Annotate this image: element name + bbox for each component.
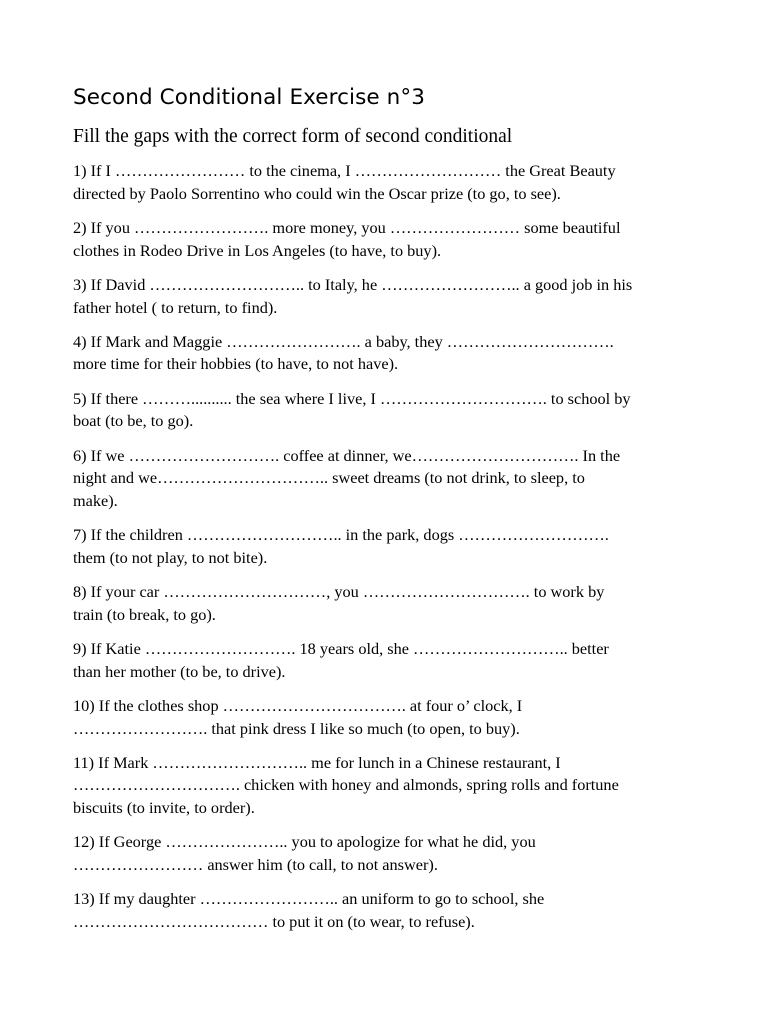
- exercise-line: than her mother (to be, to drive).: [73, 661, 286, 681]
- exercise-line: train (to break, to go).: [73, 604, 216, 624]
- exercise-line: 10) If the clothes shop ……………………………. at four o’ clock, I: [73, 695, 523, 715]
- exercise-line: 8) If your car …………………………, you …………………………. to work by: [73, 582, 605, 602]
- exercise-line: night and we………………………….. sweet dreams (to not drink, to sleep, to: [73, 468, 585, 488]
- exercise-line: clothes in Rodeo Drive in Los Angeles (to have, to buy).: [73, 240, 442, 260]
- exercise-line: 4) If Mark and Maggie ……………………. a baby, they ………………………….: [73, 331, 614, 351]
- exercise-item: [73, 752, 703, 820]
- exercise-item: [73, 695, 703, 740]
- exercise-line: ……………………. that pink dress I like so much (to open, to buy).: [73, 718, 520, 738]
- exercise-item: [73, 445, 703, 513]
- instructions: Fill the gaps with the correct form of second conditional: [73, 126, 513, 147]
- exercise-line: make).: [73, 490, 118, 510]
- exercise-line: 12) If George ………………….. you to apologize for what he did, you: [73, 832, 536, 852]
- exercise-line: directed by Paolo Sorrentino who could win the Oscar prize (to go, to see).: [73, 183, 561, 203]
- exercise-item: [73, 388, 703, 433]
- exercise-line: father hotel ( to return, to find).: [73, 297, 278, 317]
- exercise-item: [73, 831, 703, 876]
- exercise-line: boat (to be, to go).: [73, 411, 194, 431]
- exercise-item: [73, 888, 703, 933]
- exercise-item: [73, 217, 703, 262]
- exercise-item: [73, 581, 703, 626]
- exercise-line: 11) If Mark ……………………….. me for lunch in a Chinese restaurant, I: [73, 752, 561, 772]
- exercise-line: 9) If Katie ………………………. 18 years old, she ……………………….. better: [73, 638, 609, 658]
- exercise-item: [73, 524, 703, 569]
- page-title: Second Conditional Exercise n°3: [73, 85, 425, 110]
- exercise-line: 2) If you ……………………. more money, you …………………… some beautiful: [73, 217, 621, 237]
- exercise-list: [73, 160, 703, 934]
- exercise-line: …………………………. chicken with honey and almonds, spring rolls and fortune: [73, 775, 619, 795]
- exercise-line: 3) If David ……………………….. to Italy, he …………………….. a good job in his: [73, 274, 633, 294]
- exercise-line: more time for their hobbies (to have, to not have).: [73, 354, 399, 374]
- exercise-item: [73, 274, 703, 319]
- exercise-item: [73, 331, 703, 376]
- exercise-line: …………………… answer him (to call, to not answer).: [73, 855, 438, 875]
- exercise-line: biscuits (to invite, to order).: [73, 798, 255, 818]
- exercise-item: [73, 638, 703, 683]
- exercise-line: 6) If we ………………………. coffee at dinner, we…………………………. In the: [73, 445, 621, 465]
- exercise-line: 5) If there ……….......... the sea where I live, I …………………………. to school by: [73, 388, 631, 408]
- exercise-line: 1) If I …………………… to the cinema, I ……………………… the Great Beauty: [73, 161, 616, 180]
- exercise-line: 13) If my daughter …………………….. an uniform to go to school, she: [73, 889, 545, 909]
- exercise-line: them (to not play, to not bite).: [73, 547, 268, 567]
- exercise-item: [73, 160, 703, 205]
- exercise-line: ……………………………… to put it on (to wear, to refuse).: [73, 911, 475, 931]
- worksheet-page: [73, 82, 703, 945]
- exercise-line: 7) If the children ……………………….. in the park, dogs ……………………….: [73, 525, 609, 545]
